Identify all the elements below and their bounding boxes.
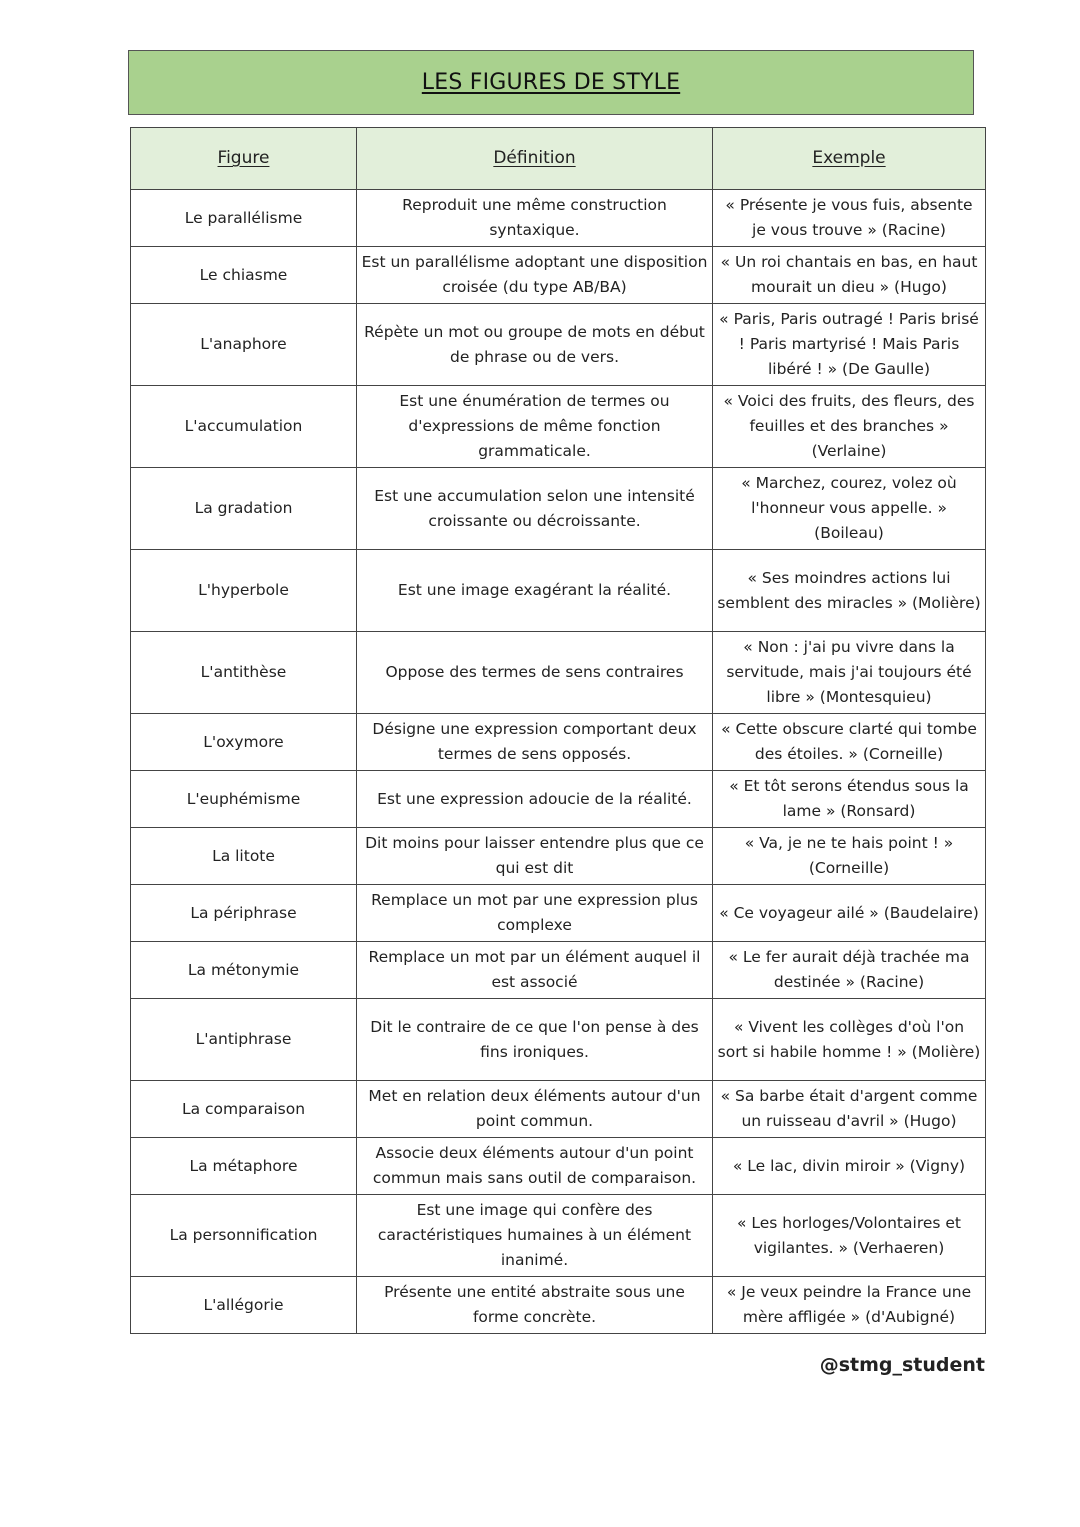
- author-handle: @stmg_student: [819, 1354, 985, 1376]
- example-cell: « Sa barbe était d'argent comme un ruisseau d'avril » (Hugo): [713, 1081, 986, 1138]
- example-cell: « Les horloges/Volontaires et vigilantes. » (Verhaeren): [713, 1195, 986, 1277]
- figure-cell: L'hyperbole: [131, 550, 357, 632]
- figure-cell: L'allégorie: [131, 1277, 357, 1334]
- table-row: [131, 304, 986, 386]
- table-row: [131, 828, 986, 885]
- table-row: [131, 771, 986, 828]
- table-row: [131, 1138, 986, 1195]
- header-definition: Définition: [357, 128, 713, 190]
- example-cell: « Marchez, courez, volez où l'honneur vous appelle. » (Boileau): [713, 468, 986, 550]
- title-banner: [128, 50, 974, 115]
- table-row: [131, 1195, 986, 1277]
- example-cell: « Le lac, divin miroir » (Vigny): [713, 1138, 986, 1195]
- table-row: [131, 885, 986, 942]
- example-cell: « Vivent les collèges d'où l'on sort si habile homme ! » (Molière): [713, 999, 986, 1081]
- definition-cell: Oppose des termes de sens contraires: [357, 632, 713, 714]
- table-row: [131, 1081, 986, 1138]
- example-cell: « Ce voyageur ailé » (Baudelaire): [713, 885, 986, 942]
- definition-cell: Répète un mot ou groupe de mots en début de phrase ou de vers.: [357, 304, 713, 386]
- header-example: Exemple: [713, 128, 986, 190]
- figure-cell: L'euphémisme: [131, 771, 357, 828]
- table-row: [131, 190, 986, 247]
- example-cell: « Et tôt serons étendus sous la lame » (Ronsard): [713, 771, 986, 828]
- table-row: [131, 632, 986, 714]
- example-cell: « Non : j'ai pu vivre dans la servitude, mais j'ai toujours été libre » (Montesquieu): [713, 632, 986, 714]
- example-cell: « Paris, Paris outragé ! Paris brisé ! Paris martyrisé ! Mais Paris libéré ! » (De Gaulle): [713, 304, 986, 386]
- figure-cell: La métonymie: [131, 942, 357, 999]
- example-cell: « Voici des fruits, des fleurs, des feuilles et des branches » (Verlaine): [713, 386, 986, 468]
- definition-cell: Remplace un mot par une expression plus complexe: [357, 885, 713, 942]
- table-row: [131, 1277, 986, 1334]
- definition-cell: Dit moins pour laisser entendre plus que ce qui est dit: [357, 828, 713, 885]
- definition-cell: Désigne une expression comportant deux termes de sens opposés.: [357, 714, 713, 771]
- figure-cell: La personnification: [131, 1195, 357, 1277]
- figure-cell: L'accumulation: [131, 386, 357, 468]
- definition-cell: Remplace un mot par un élément auquel il est associé: [357, 942, 713, 999]
- figure-cell: L'oxymore: [131, 714, 357, 771]
- table-row: [131, 714, 986, 771]
- definition-cell: Reproduit une même construction syntaxique.: [357, 190, 713, 247]
- figure-cell: L'anaphore: [131, 304, 357, 386]
- definition-cell: Est une accumulation selon une intensité croissante ou décroissante.: [357, 468, 713, 550]
- definition-cell: Dit le contraire de ce que l'on pense à des fins ironiques.: [357, 999, 713, 1081]
- definition-cell: Est une énumération de termes ou d'expressions de même fonction grammaticale.: [357, 386, 713, 468]
- table-row: [131, 468, 986, 550]
- example-cell: « Va, je ne te hais point ! » (Corneille): [713, 828, 986, 885]
- figure-cell: La gradation: [131, 468, 357, 550]
- figure-cell: L'antithèse: [131, 632, 357, 714]
- example-cell: « Le fer aurait déjà trachée ma destinée » (Racine): [713, 942, 986, 999]
- definition-cell: Est une expression adoucie de la réalité.: [357, 771, 713, 828]
- example-cell: « Je veux peindre la France une mère affligée » (d'Aubigné): [713, 1277, 986, 1334]
- figure-cell: La métaphore: [131, 1138, 357, 1195]
- figures-table: [130, 127, 986, 1334]
- table-row: [131, 942, 986, 999]
- table-row: [131, 999, 986, 1081]
- table-header-row: [131, 128, 986, 190]
- definition-cell: Est un parallélisme adoptant une disposition croisée (du type AB/BA): [357, 247, 713, 304]
- example-cell: « Un roi chantais en bas, en haut mourait un dieu » (Hugo): [713, 247, 986, 304]
- example-cell: « Présente je vous fuis, absente je vous trouve » (Racine): [713, 190, 986, 247]
- figure-cell: L'antiphrase: [131, 999, 357, 1081]
- header-figure: Figure: [131, 128, 357, 190]
- table-row: [131, 247, 986, 304]
- figure-cell: La comparaison: [131, 1081, 357, 1138]
- definition-cell: Met en relation deux éléments autour d'un point commun.: [357, 1081, 713, 1138]
- figure-cell: La périphrase: [131, 885, 357, 942]
- definition-cell: Associe deux éléments autour d'un point commun mais sans outil de comparaison.: [357, 1138, 713, 1195]
- figure-cell: Le parallélisme: [131, 190, 357, 247]
- table-row: [131, 386, 986, 468]
- figure-cell: Le chiasme: [131, 247, 357, 304]
- page-title: LES FIGURES DE STYLE: [421, 70, 681, 95]
- definition-cell: Est une image exagérant la réalité.: [357, 550, 713, 632]
- definition-cell: Présente une entité abstraite sous une forme concrète.: [357, 1277, 713, 1334]
- example-cell: « Ses moindres actions lui semblent des miracles » (Molière): [713, 550, 986, 632]
- example-cell: « Cette obscure clarté qui tombe des étoiles. » (Corneille): [713, 714, 986, 771]
- figure-cell: La litote: [131, 828, 357, 885]
- definition-cell: Est une image qui confère des caractéristiques humaines à un élément inanimé.: [357, 1195, 713, 1277]
- table-row: [131, 550, 986, 632]
